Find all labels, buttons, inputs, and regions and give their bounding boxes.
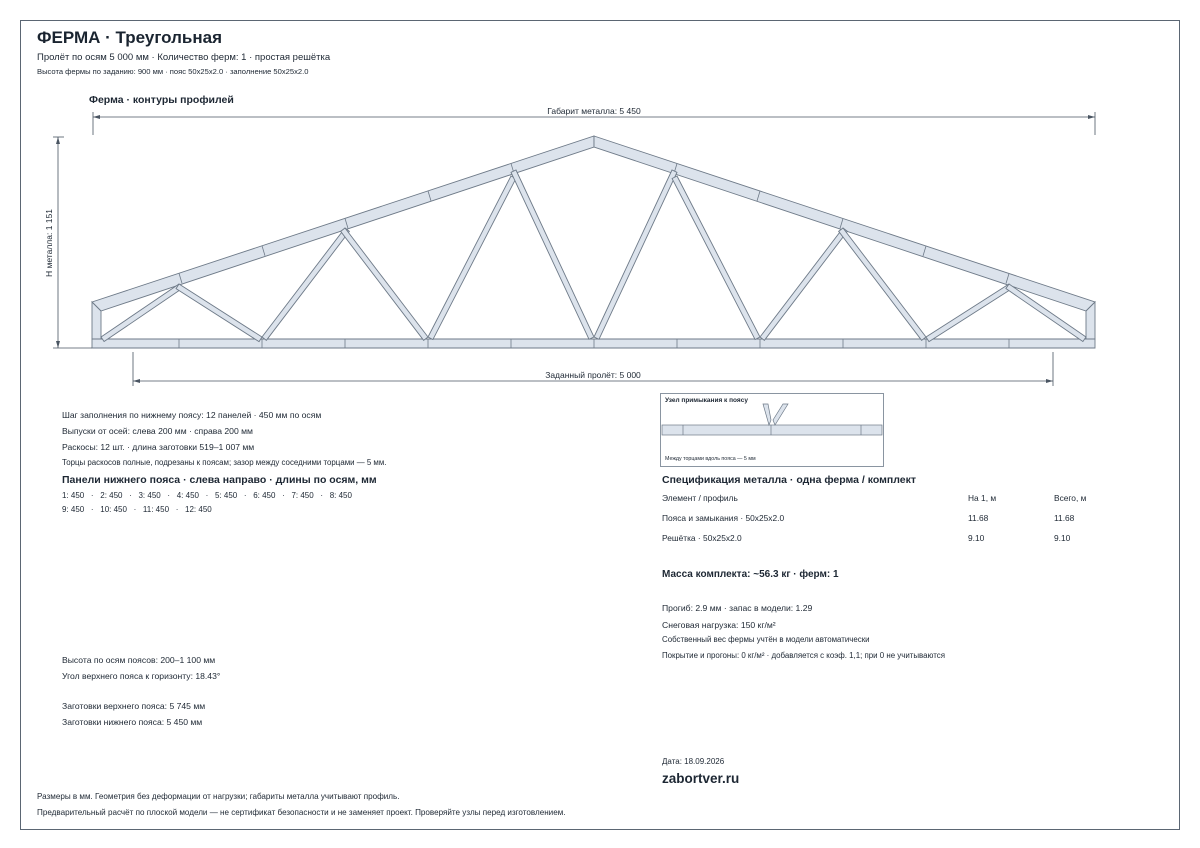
spec-cell: 9.10 (968, 533, 985, 543)
spec-cell: Пояса и замыкания · 50x25x2.0 (662, 513, 785, 523)
diagonal-5 (428, 176, 516, 340)
diagonal-6 (511, 170, 594, 339)
diagonal-ends-note: Торцы раскосов полные, подрезаны к поясам; зазор между соседними торцами — 5 мм. (62, 458, 387, 467)
bottom-chord (92, 339, 1095, 348)
panels-title: Панели нижнего пояса · слева направо · длины по осям, мм (62, 474, 377, 486)
arrow-left (93, 115, 100, 119)
date: Дата: 18.09.2026 (662, 757, 725, 766)
header-line-2: Высота фермы по заданию: 900 мм · пояс 50x25x2.0 · заполнение 50x25x2.0 (37, 67, 309, 76)
span-dim-label: Заданный пролёт: 5 000 (545, 370, 641, 380)
inset-diagonal-right (773, 404, 788, 425)
truss-members (92, 136, 1095, 348)
footer-note-2: Предварительный расчёт по плоской модели — не сертификат безопасности и не заменяет проект. Проверяйте узлы перед изготовлением. (37, 808, 566, 817)
inset-chord (662, 425, 882, 435)
truss-drawing (0, 0, 1200, 400)
diagonal-8 (672, 176, 760, 340)
chord-heights: Высота по осям поясов: 200–1 100 мм (62, 655, 216, 665)
panels-row-2: 9: 450 · 10: 450 · 11: 450 · 12: 450 (62, 505, 212, 514)
brand-link[interactable]: zabortver.ru (662, 771, 740, 786)
diagonal-11 (926, 284, 1012, 342)
diagonal-2 (176, 284, 262, 342)
infill-step: Шаг заполнения по нижнему поясу: 12 панелей · 450 мм по осям (62, 410, 322, 420)
span-dimension (133, 352, 1053, 386)
inset-note: Между торцами вдоль пояса — 5 мм (665, 456, 756, 462)
self-weight-note: Собственный вес фермы учтён в модели автоматически (662, 635, 870, 644)
top-chord-left (92, 136, 594, 311)
panels-row-1: 1: 450 · 2: 450 · 3: 450 · 4: 450 · 5: 450 · 6: 450 · 7: 450 · 8: 450 (62, 491, 352, 500)
span-arrow-left (133, 379, 140, 383)
spec-cell: 11.68 (1054, 513, 1075, 523)
spec-title: Спецификация металла · одна ферма / комплект (662, 474, 917, 486)
top-chord-blanks: Заготовки верхнего пояса: 5 745 мм (62, 701, 206, 711)
kit-mass: Масса комплекта: ~56.3 кг · ферм: 1 (662, 569, 839, 580)
page-title: ФЕРМА · Треугольная (37, 28, 223, 47)
spec-cell: 9.10 (1054, 533, 1071, 543)
inset-diagonal-left (763, 404, 771, 425)
roof-load-note: Покрытие и прогоны: 0 кг/м² · добавляется с коэф. 1,1; при 0 не учитываются (662, 651, 945, 660)
arrow-top (56, 137, 60, 144)
span-arrow-right (1046, 379, 1053, 383)
diagonals: Раскосы: 12 шт. · длина заготовки 519–1 007 мм (62, 442, 255, 452)
snow-load: Снеговая нагрузка: 150 кг/м² (662, 620, 776, 630)
top-chord-right (594, 136, 1095, 311)
node-detail-inset (660, 393, 884, 467)
inset-title: Узел примыкания к поясу (665, 397, 748, 404)
diagonal-4 (341, 228, 428, 340)
bottom-chord-blanks: Заготовки нижнего пояса: 5 450 мм (62, 717, 203, 727)
overhangs: Выпуски от осей: слева 200 мм · справа 200 мм (62, 426, 253, 436)
drawing-title: Ферма · контуры профилей (89, 94, 234, 106)
diagonal-9 (760, 228, 847, 340)
spec-header-total: Всего, м (1054, 493, 1087, 503)
height-dim-label: Н металла: 1 151 (44, 209, 54, 277)
spec-cell: 11.68 (968, 513, 989, 523)
diagonal-7 (594, 170, 677, 339)
overall-dim-label: Габарит металла: 5 450 (547, 106, 641, 116)
spec-cell: Решётка · 50x25x2.0 (662, 533, 742, 543)
spec-header-element: Элемент / профиль (662, 493, 738, 503)
arrow-right (1088, 115, 1095, 119)
spec-header-per-one: На 1, м (968, 493, 997, 503)
deflection: Прогиб: 2.9 мм · запас в модели: 1.29 (662, 603, 813, 613)
top-chord-angle: Угол верхнего пояса к горизонту: 18.43° (62, 671, 221, 681)
header-line-1: Пролёт по осям 5 000 мм · Количество ферм: 1 · простая решётка (37, 52, 331, 63)
arrow-bottom (56, 341, 60, 348)
footer-note-1: Размеры в мм. Геометрия без деформации от нагрузки; габариты металла учитывают профиль. (37, 792, 400, 801)
